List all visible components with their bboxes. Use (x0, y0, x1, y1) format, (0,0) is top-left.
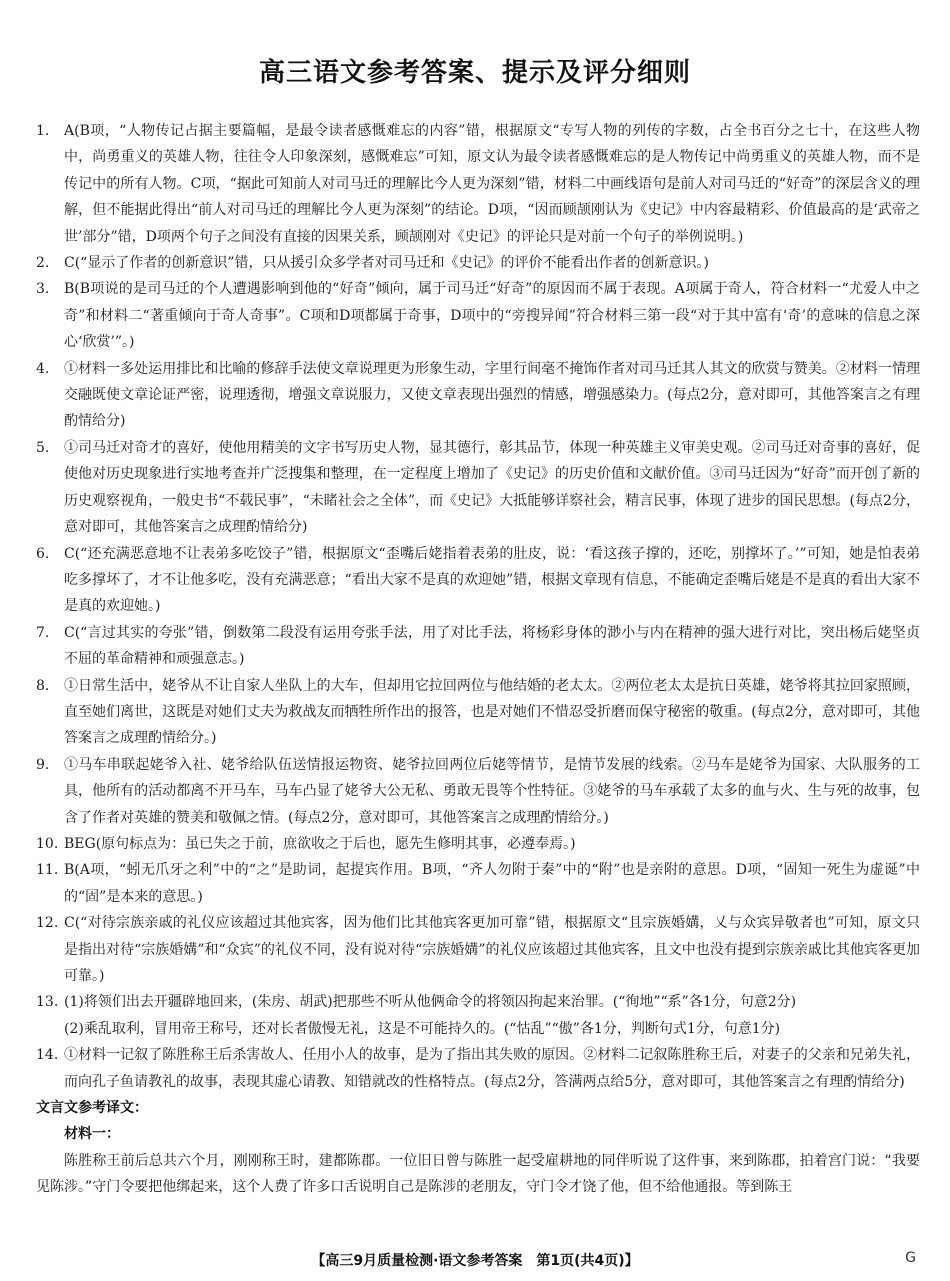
answer-item (36, 435, 920, 541)
answer-text: ①材料一记叙了陈胜称王后杀害故人、任用小人的故事，是为了指出其失败的原因。②材料二记叙陈胜称王后，对妻子的父亲和兄弟失礼，而向孔子鱼请教礼的故事，表现其虚心请教、知错就改的性格特点。(每点2分，答满两点给5分，意对即可，其他答案言之有理酌情给分) (64, 1047, 920, 1090)
answer-number: 5. (36, 439, 50, 456)
answer-item (36, 910, 920, 989)
answer-item-continued (36, 1016, 920, 1042)
answer-text: (2)乘乱取利，冒用帝王称号，还对长者傲慢无礼，这是不可能持久的。(“怙乱”“傲”各1分，判断句式1分，句意1分) (64, 1020, 781, 1037)
version-code: G (905, 1250, 916, 1266)
answer-item (36, 620, 920, 673)
answer-list (36, 118, 920, 1201)
answer-text: C(“显示了作者的创新意识”错，只从援引众多学者对司马迁和《史记》的评价不能看出作者的创新意识。) (64, 255, 709, 272)
answer-item (36, 857, 920, 910)
translation-text: 陈胜称王前后总共六个月，刚刚称王时，建都陈郡。一位旧日曾与陈胜一起受雇耕地的同伴听说了这件事，来到陈郡，拍着宫门说：“我要见陈涉。”守门令要把他绑起来，这个人费了许多口舌说明自己是陈涉的老朋友，守门令才饶了他，但不给他通报。等到陈王 (36, 1152, 920, 1196)
answer-number: 9. (36, 756, 50, 773)
answer-item (36, 752, 920, 831)
answer-item (36, 276, 920, 355)
answer-text: (1)将领们出去开疆辟地回来，(朱房、胡武)把那些不听从他俩命令的将领囚拘起来治罪。(“徇地”“系”各1分，句意2分) (64, 994, 797, 1011)
answer-number: 14. (36, 1047, 59, 1064)
answer-number: 13. (36, 994, 59, 1011)
answer-text: C(“对待宗族亲戚的礼仪应该超过其他宾客，因为他们比其他宾客更加可靠”错，根据原文“且宗族婚媾，乂与众宾异敬者也”可知，原文只是指出对待“宗族婚媾”和“众宾”的礼仪不同，没有说对待“宗族婚媾”的礼仪应该超过其他宾客，且文中也没有提到宗族亲戚比其他宾客更加可靠。) (64, 915, 920, 984)
answer-text: C(“言过其实的夸张”错，倒数第二段没有运用夸张手法，用了对比手法，将杨彩身体的渺小与内在精神的强大进行对比，突出杨后姥坚贞不屈的革命精神和顽强意志。) (64, 624, 920, 668)
answer-item (36, 831, 920, 857)
answer-number: 12. (36, 915, 59, 932)
answer-item (36, 541, 920, 620)
answer-item (36, 1042, 920, 1095)
answer-text: C(“还充满恶意地不让表弟多吃饺子”错，根据原文“歪嘴后姥指着表弟的肚皮，说：‘看这孩子撑的，还吃，别撑坏了。’”可知，她是怕表弟吃多撑坏了，才不让他多吃，没有充满恶意；“看出大家不是真的欢迎她”错，根据文章现有信息，不能确定歪嘴后姥是不是真的看出大家不是真的欢迎她。) (64, 545, 920, 615)
answer-text: BEG(原句标点为：虽已失之于前，庶欲收之于后也，愿先生修明其事，必遵奉焉。) (64, 835, 576, 852)
answer-number: 11. (36, 862, 59, 879)
page-footer: 【高三9月质量检测·语文参考答案 第1页(共4页)】 (311, 1253, 639, 1269)
answer-item (36, 356, 920, 435)
answer-item (36, 250, 920, 276)
answer-item (36, 118, 920, 250)
answer-number: 7. (36, 624, 50, 641)
answer-text: ①材料一多处运用排比和比喻的修辞手法使文章说理更为形象生动，字里行间毫不掩饰作者对司马迁其人其文的欣赏与赞美。②材料一情理交融既使文章论证严密，说理透彻，增强文章说服力，又使文章表现出强烈的情感，增强感染力。(每点2分，意对即可，其他答案言之有理酌情给分) (64, 360, 920, 430)
answer-number: 10. (36, 835, 59, 852)
answer-item (36, 989, 920, 1015)
answer-number: 1. (36, 123, 50, 139)
answer-number: 3. (36, 281, 50, 298)
translation-heading: 文言文参考译文： (36, 1100, 148, 1117)
page-title: 高三语文参考答案、提示及评分细则 (258, 58, 691, 88)
answer-text: B(B项说的是司马迁的个人遭遇影响到他的“好奇”倾向，属于司马迁“好奇”的原因而不属于表现。A项属于奇人，符合材料一“尤爱人中之奇”和材料二“著重倾向于奇人奇事”。C项和D项都属于奇事，D项中的“旁搜异闻”符合材料三第一段“对于其中富有‘奇’的意味的信息之深心‘欣赏’”。) (64, 281, 920, 351)
answer-number: 4. (36, 360, 50, 377)
answer-text: B(A项，“蚓无爪牙之利”中的“之”是助词，起提宾作用。B项，“齐人勿附于秦”中的“附”也是亲附的意思。D项，“固知一死生为虚诞”中的“固”是本来的意思。) (64, 862, 920, 905)
answer-number: 8. (36, 677, 50, 694)
answer-number: 6. (36, 545, 50, 562)
answer-text: ①马车串联起姥爷入社、姥爷给队伍送情报运物资、姥爷拉回两位后姥等情节，是情节发展的线索。②马车是姥爷为国家、大队服务的工具，他所有的活动都离不开马车，马车凸显了姥爷大公无私、勇敢无畏等个性特征。③姥爷的马车承载了太多的血与火、生与死的故事，包含了作者对英雄的赞美和敬佩之情。(每点2分，意对即可，其他答案言之成理酌情给分。) (64, 756, 920, 826)
material-label: 材料一： (64, 1126, 120, 1143)
answer-text: ①司马迁对奇才的喜好，使他用精美的文字书写历史人物，显其德行，彰其品节，体现一种英雄主义审美史观。②司马迁对奇事的喜好，促使他对历史现象进行实地考查并广泛搜集和整理，在一定程度上增加了《史记》的历史价值和文献价值。③司马迁因为“好奇”而开创了新的历史观察视角，一般史书“不载民事”，“未睹社会之全体”，而《史记》大抵能够详察社会，精言民事，体现了进步的国民思想。(每点2分，意对即可，其他答案言之成理酌情给分) (64, 439, 920, 536)
answer-item (36, 673, 920, 752)
answer-text: A(B项，“人物传记占据主要篇幅，是最令读者感慨难忘的内容”错，根据原文“专写人物的列传的字数，占全书百分之七十，在这些人物中，尚勇重义的英雄人物，往往令人印象深刻，感慨难忘”可知，原文认为最令读者感慨难忘的是人物传记中尚勇重义的英雄人物，而不是传记中的所有人物。C项，“据此可知前人对司马迁的理解比今人更为深刻”错，材料二中画线语句是前人对司马迁的“好奇”的深层含义的理解，但不能据此得出“前人对司马迁的理解比今人更为深刻”的结论。D项，“因而顾颉刚认为《史记》中内容最精彩、价值最高的是‘武帝之世’部分”错，D项两个句子之间没有直接的因果关系，顾颉刚对《史记》的评论只是对前一个句子的举例说明。) (64, 123, 920, 245)
answer-number: 2. (36, 255, 50, 272)
answer-text: ①日常生活中，姥爷从不让自家人坐队上的大车，但却用它拉回两位与他结婚的老太太。②两位老太太是抗日英雄，姥爷将其拉回家照顾，直至她们离世，这既是对她们丈夫为救战友而牺牲所作出的报答，也是对她们不惜忍受折磨而保守秘密的敬重。(每点2分，意对即可，其他答案言之成理酌情给分。) (64, 677, 920, 747)
